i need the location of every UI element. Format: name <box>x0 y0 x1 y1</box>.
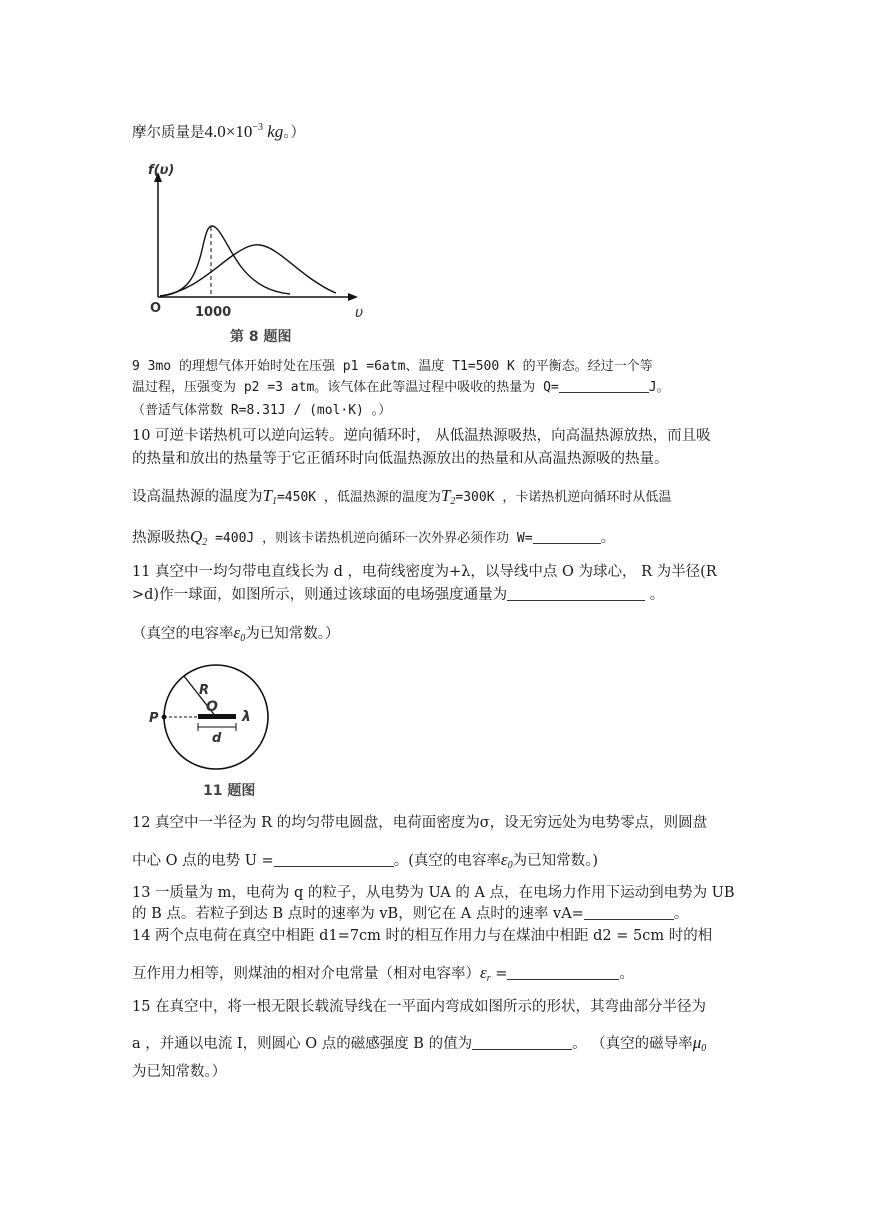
q9-line2: 温过程，压强变为 p2 =3 atm。该气体在此等温过程中吸收的热量为 Q= J。 <box>132 380 670 395</box>
q13-answer-blank <box>584 905 674 920</box>
q2-symbol: $Q_2$ <box>190 527 208 548</box>
fig8-tick-label: 1000 <box>195 305 232 320</box>
epsilon-r-symbol: $\varepsilon_r$ <box>480 963 491 984</box>
q10-line2: 的热量和放出的热量等于它正循环时向低温热源放出的热量和从高温热源吸的热量。 <box>132 451 669 467</box>
epsilon0-symbol: $\varepsilon_0$ <box>233 623 246 644</box>
q13-line2: 的 B 点。若粒子到达 B 点时的速率为 vB，则它在 A 点时的速率 vA= 。 <box>132 906 689 922</box>
q10-line3: 设高温热源的温度为$T_1=450K$ ，低温热源的温度为$T_2=300K$ ，卡诺热机逆向循环时从低温 <box>132 486 672 507</box>
q15-line2: a ，并通以电流 I，则圆心 O 点的磁感强度 B 的值为 。 （真空的磁导率$\mu_0$ <box>132 1033 707 1054</box>
figure-8-caption: 第 8 题图 <box>230 329 292 345</box>
t2-symbol: $T_2$ <box>440 486 456 507</box>
t1-symbol: $T_1$ <box>262 486 277 507</box>
q14-answer-blank <box>507 965 619 980</box>
mu0-symbol: $\mu_0$ <box>692 1033 707 1054</box>
q15-line3: 为已知常数。） <box>132 1064 227 1080</box>
fig8-x-label: υ <box>355 305 364 320</box>
q14-line2: 互作用力相等，则煤油的相对介电常量（相对电容率）$\varepsilon_r$ = 。 <box>132 963 634 984</box>
q9-line3: （普适气体常数 R=8.31J / (mol·K) 。） <box>132 403 392 418</box>
fig8-origin-label: O <box>150 301 162 316</box>
q10-line1: 10 可逆卡诺热机可以逆向运转。逆向循环时， 从低温热源吸热，向高温热源放热，而且吸 <box>132 428 711 444</box>
fig11-label-p: P <box>149 711 159 726</box>
q11-line2: >d)作一球面，如图所示，则通过该球面的电场强度通量为 。 <box>132 587 665 603</box>
fig11-label-r: R <box>199 683 210 698</box>
epsilon0-symbol-q12: $\varepsilon_0$ <box>500 850 513 871</box>
fig11-label-o: O <box>206 699 218 715</box>
q10-line4: 热源吸热$Q_2 =400J$ ，则该卡诺热机逆向循环一次外界必须作功 W= 。 <box>132 527 616 548</box>
figure-11-caption: 11 题图 <box>203 783 256 799</box>
intro-line: 摩尔质量是$4.0\times 10^{-3}$ kg。） <box>132 122 306 141</box>
fig8-y-label: f(υ) <box>148 163 175 178</box>
molar-mass-value: $4.0\times 10^{-3}$ kg <box>204 122 284 141</box>
q11-line1: 11 真空中一均匀带电直线长为 d ，电荷线密度为+λ，以导线中点 O 为球心， R 为半径(R <box>132 564 717 580</box>
q14-line1: 14 两个点电荷在真空中相距 d1=7cm 时的相互作用力与在煤油中相距 d2 = 5cm 时的相 <box>132 928 713 944</box>
q11-answer-blank <box>507 586 645 601</box>
fig11-label-lambda: λ <box>242 709 251 725</box>
fig11-label-d: d <box>212 731 222 746</box>
q9-answer-blank <box>559 378 649 393</box>
figure-8-speed-distribution <box>140 160 370 320</box>
intro-prefix: 摩尔质量是 <box>132 125 205 141</box>
q9-line1: 9 3mo 的理想气体开始时处在压强 p1 =6atm、温度 T1=500 K 的平衡态。经过一个等 <box>132 359 653 374</box>
q13-line1: 13 一质量为 m，电荷为 q 的粒子，从电势为 UA 的 A 点，在电场力作用下运动到电势为 UB <box>132 885 735 901</box>
q15-answer-blank <box>472 1035 572 1050</box>
q12-line1: 12 真空中一半径为 R 的均匀带电圆盘，电荷面密度为σ，设无穷远处为电势零点，则圆盘 <box>132 815 708 831</box>
figure-11-sphere-diagram <box>140 660 280 780</box>
q10-answer-blank <box>533 529 601 544</box>
q15-line1: 15 在真空中，将一根无限长载流导线在一平面内弯成如图所示的形状，其弯曲部分半径为 <box>132 999 707 1015</box>
q12-answer-blank <box>274 852 394 867</box>
q11-line3: （真空的电容率$\varepsilon_0$为已知常数。） <box>132 623 340 644</box>
q12-line2: 中心 O 点的电势 U = 。(真空的电容率$\varepsilon_0$为已知常数。) <box>132 850 598 871</box>
